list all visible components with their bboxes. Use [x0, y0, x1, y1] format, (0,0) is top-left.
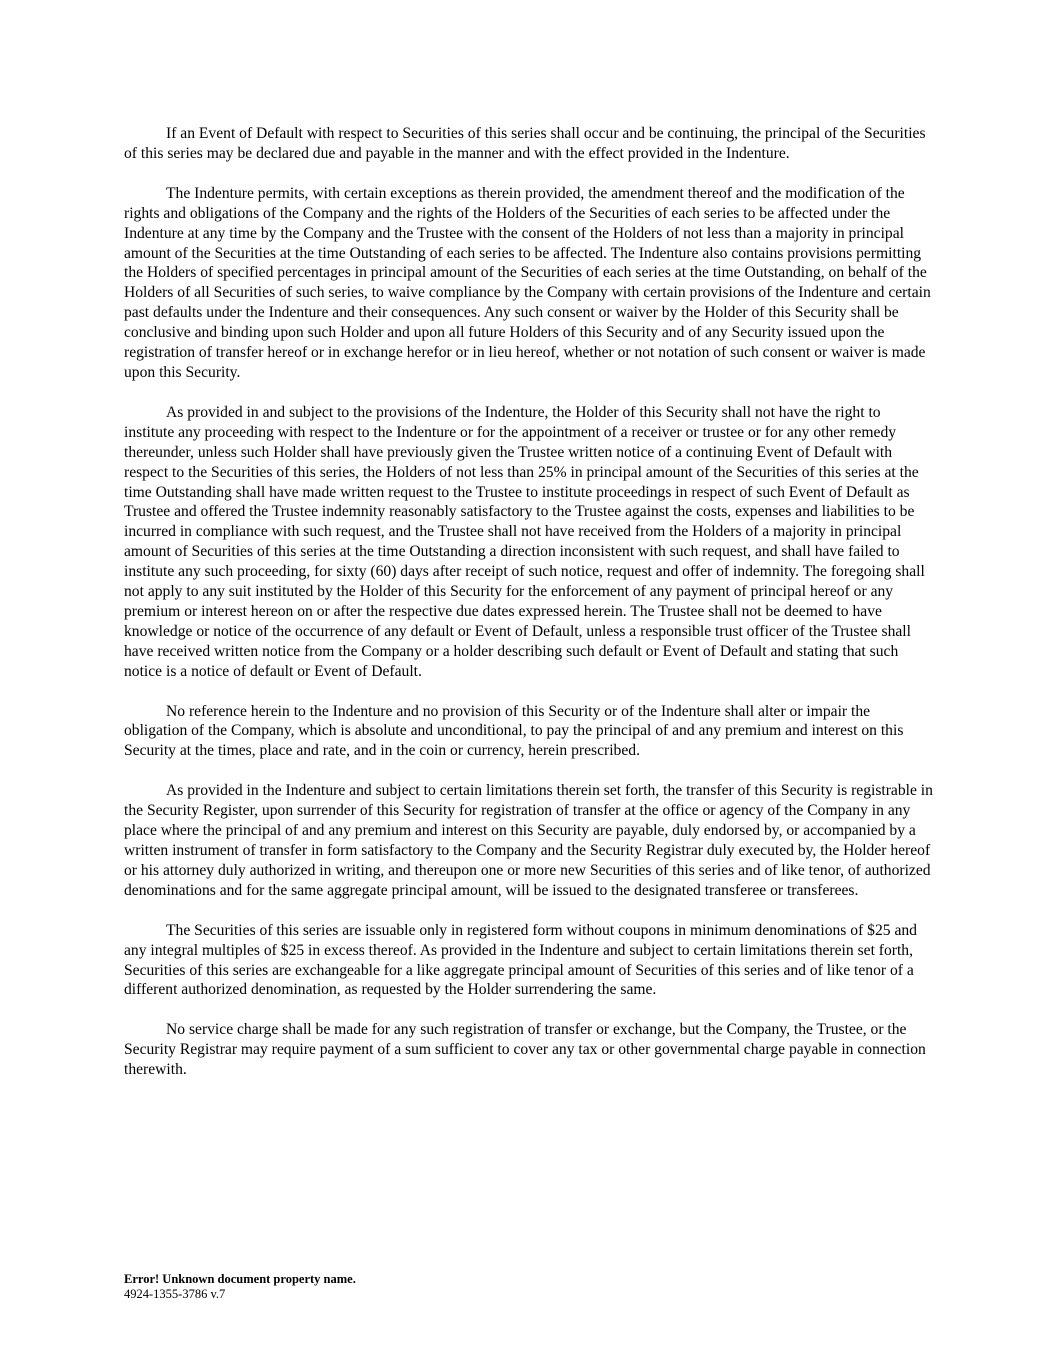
- paragraph-transfer-registration: As provided in the Indenture and subject to certain limitations therein set forth, the transfer of this Security is registrable in the Security Register, upon surrender of this Security for registration of transfer at the office or agency of the Company in any place where the principal of and any premium and interest on this Security are payable, duly endorsed by, or accompanied by a written instrument of transfer in form satisfactory to the Company and the Security Registrar duly executed by, the Holder hereof or his attorney duly authorized in writing, and thereupon one or more new Securities of this series and of like tenor, of authorized denominations and for the same aggregate principal amount, will be issued to the designated transferee or transferees.: [124, 782, 933, 899]
- paragraph-service-charge: No service charge shall be made for any such registration of transfer or exchange, but the Company, the Trustee, or the Security Registrar may require payment of a sum sufficient to cover any tax or other governmental charge payable in connection therewith.: [124, 1021, 926, 1079]
- paragraph-amendment-and-waiver: The Indenture permits, with certain exceptions as therein provided, the amendment thereof and the modification of the rights and obligations of the Company and the rights of the Holders of the Securities of each series to be affected under the Indenture at any time by the Company and the Trustee with the consent of the Holders of not less than a majority in principal amount of the Securities at the time Outstanding of each series to be affected. The Indenture also contains provisions permitting the Holders of specified percentages in principal amount of the Securities of each series at the time Outstanding, on behalf of the Holders of all Securities of such series, to waive compliance by the Company with certain provisions of the Indenture and certain past defaults under the Indenture and their consequences. Any such consent or waiver by the Holder of this Security shall be conclusive and binding upon such Holder and upon all future Holders of this Security and of any Security issued upon the registration of transfer hereof or in exchange herefor or in lieu hereof, whether or not notation of such consent or waiver is made upon this Security.: [124, 184, 931, 381]
- document-body: [124, 124, 934, 1100]
- footer-document-id: 4924-1355-3786 v.7: [124, 1287, 226, 1301]
- paragraph-denominations: The Securities of this series are issuable only in registered form without coupons in minimum denominations of $25 and any integral multiples of $25 in excess thereof. As provided in the Indenture and subject to certain limitations therein set forth, Securities of this series are exchangeable for a like aggregate principal amount of Securities of this series and of like tenor of a different authorized denomination, as requested by the Holder surrendering the same.: [124, 921, 917, 999]
- footer-property-error: Error! Unknown document property name.: [124, 1272, 356, 1286]
- page-footer: [124, 1272, 724, 1302]
- paragraph-holder-proceedings: As provided in and subject to the provisions of the Indenture, the Holder of this Security shall not have the right to institute any proceeding with respect to the Indenture or for the appointment of a receiver or trustee or for any other remedy thereunder, unless such Holder shall have previously given the Trustee written notice of a continuing Event of Default with respect to the Securities of this series, the Holders of not less than 25% in principal amount of the Securities of this series at the time Outstanding shall have made written request to the Trustee to institute proceedings in respect of such Event of Default as Trustee and offered the Trustee indemnity reasonably satisfactory to the Trustee against the costs, expenses and liabilities to be incurred in compliance with such request, and the Trustee shall not have received from the Holders of a majority in principal amount of Securities of this series at the time Outstanding a direction inconsistent with such request, and shall have failed to institute any such proceeding, for sixty (60) days after receipt of such notice, request and offer of indemnity. The foregoing shall not apply to any suit instituted by the Holder of this Security for the enforcement of any payment of principal hereof or any premium or interest hereon on or after the respective due dates expressed herein. The Trustee shall not be deemed to have knowledge or notice of the occurrence of any default or Event of Default, unless a responsible trust officer of the Trustee shall have received written notice from the Company or a holder describing such default or Event of Default and stating that such notice is a notice of default or Event of Default.: [124, 403, 925, 680]
- paragraph-event-of-default: If an Event of Default with respect to Securities of this series shall occur and be continuing, the principal of the Securities of this series may be declared due and payable in the manner and with the effect provided in the Indenture.: [124, 125, 926, 162]
- paragraph-obligation-absolute: No reference herein to the Indenture and no provision of this Security or of the Indenture shall alter or impair the obligation of the Company, which is absolute and unconditional, to pay the principal of and any premium and interest on this Security at the times, place and rate, and in the coin or currency, herein prescribed.: [124, 702, 904, 760]
